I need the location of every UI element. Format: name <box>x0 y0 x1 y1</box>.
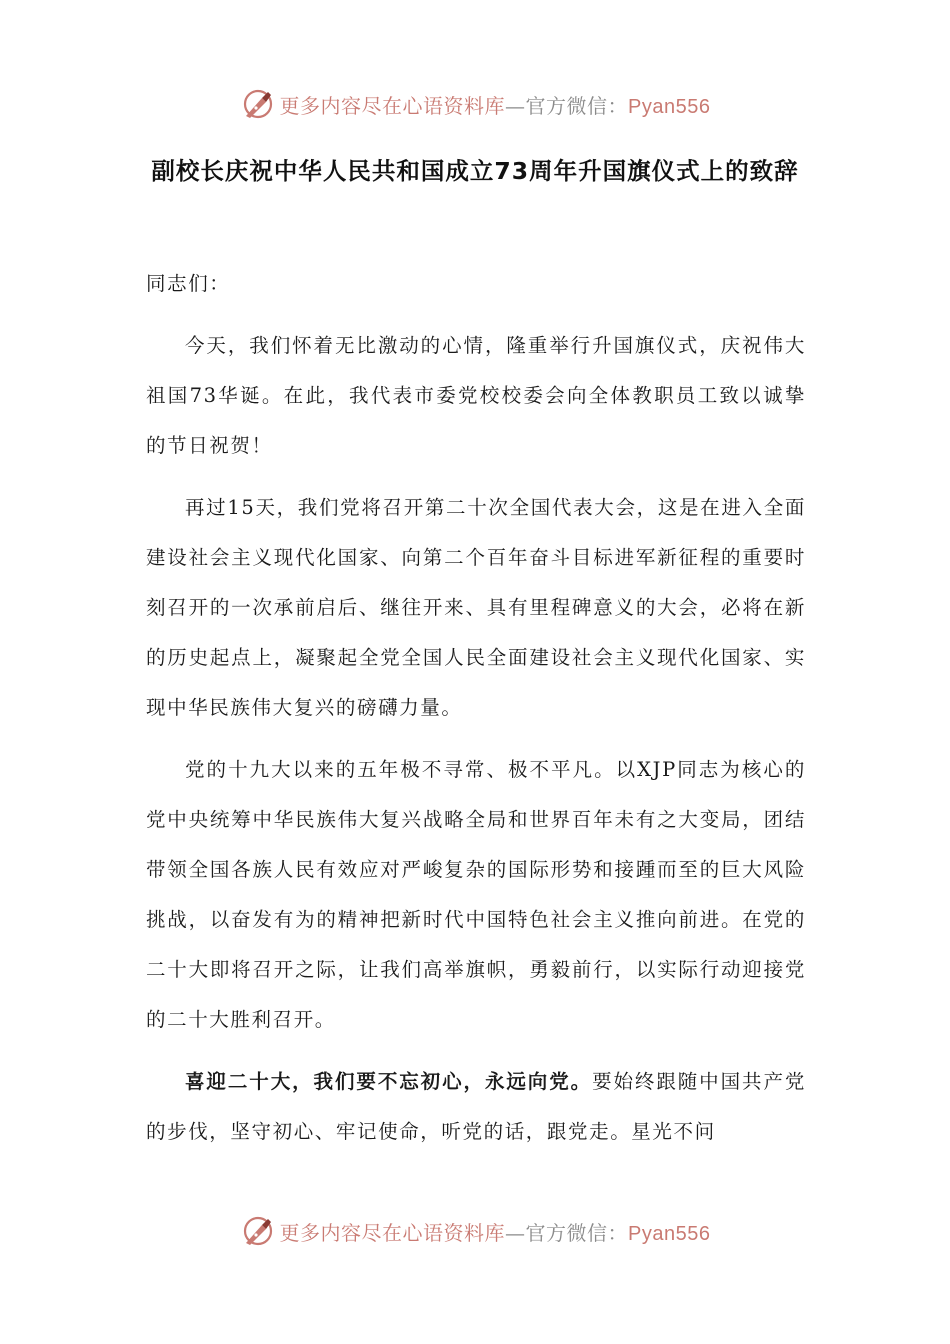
paragraph-4-bold-lead: 喜迎二十大，我们要不忘初心，永远向党。 <box>185 1070 593 1093</box>
document-body <box>146 259 806 1169</box>
pen-nib-logo-icon <box>240 1213 276 1249</box>
banner-main-text: 更多内容尽在心语资料库 <box>279 1220 506 1245</box>
banner-wechat-label: 官方微信： <box>525 1220 629 1245</box>
paragraph-4-rest: 要始终跟随中国共产党的步伐，坚守初心、牢记使命，听党的话，跟党走。星光不问 <box>146 1070 806 1143</box>
banner-text <box>280 90 711 119</box>
banner-text <box>280 1217 711 1246</box>
salutation: 同志们： <box>146 272 231 295</box>
pen-nib-logo-icon <box>240 86 276 122</box>
banner-dash: — <box>505 1220 526 1245</box>
banner-wechat-id: Pyan556 <box>628 95 711 118</box>
header-banner <box>0 82 950 126</box>
document-title: 副校长庆祝中华人民共和国成立73周年升国旗仪式上的致辞 <box>151 157 799 185</box>
footer-banner <box>0 1209 950 1253</box>
banner-wechat-label: 官方微信： <box>525 93 629 118</box>
paragraph-2: 再过15天，我们党将召开第二十次全国代表大会，这是在进入全面建设社会主义现代化国家、向第二个百年奋斗目标进军新征程的重要时刻召开的一次承前启后、继往开来、具有里程碑意义的大会，必将在新的历史起点上，凝聚起全党全国人民全面建设社会主义现代化国家、实现中华民族伟大复兴的磅礴力量。 <box>146 496 806 719</box>
paragraph-4 <box>146 1057 806 1157</box>
paragraph-3: 党的十九大以来的五年极不寻常、极不平凡。以XJP同志为核心的党中央统筹中华民族伟大复兴战略全局和世界百年未有之大变局，团结带领全国各族人民有效应对严峻复杂的国际形势和接踵而至的巨大风险挑战，以奋发有为的精神把新时代中国特色社会主义推向前进。在党的二十大即将召开之际，让我们高举旗帜，勇毅前行，以实际行动迎接党的二十大胜利召开。 <box>146 758 806 1031</box>
paragraph-1: 今天，我们怀着无比激动的心情，隆重举行升国旗仪式，庆祝伟大祖国73华诞。在此，我代表市委党校校委会向全体教职员工致以诚挚的节日祝贺！ <box>146 334 806 457</box>
banner-dash: — <box>505 93 526 118</box>
banner-main-text: 更多内容尽在心语资料库 <box>279 93 506 118</box>
banner-wechat-id: Pyan556 <box>628 1222 711 1245</box>
